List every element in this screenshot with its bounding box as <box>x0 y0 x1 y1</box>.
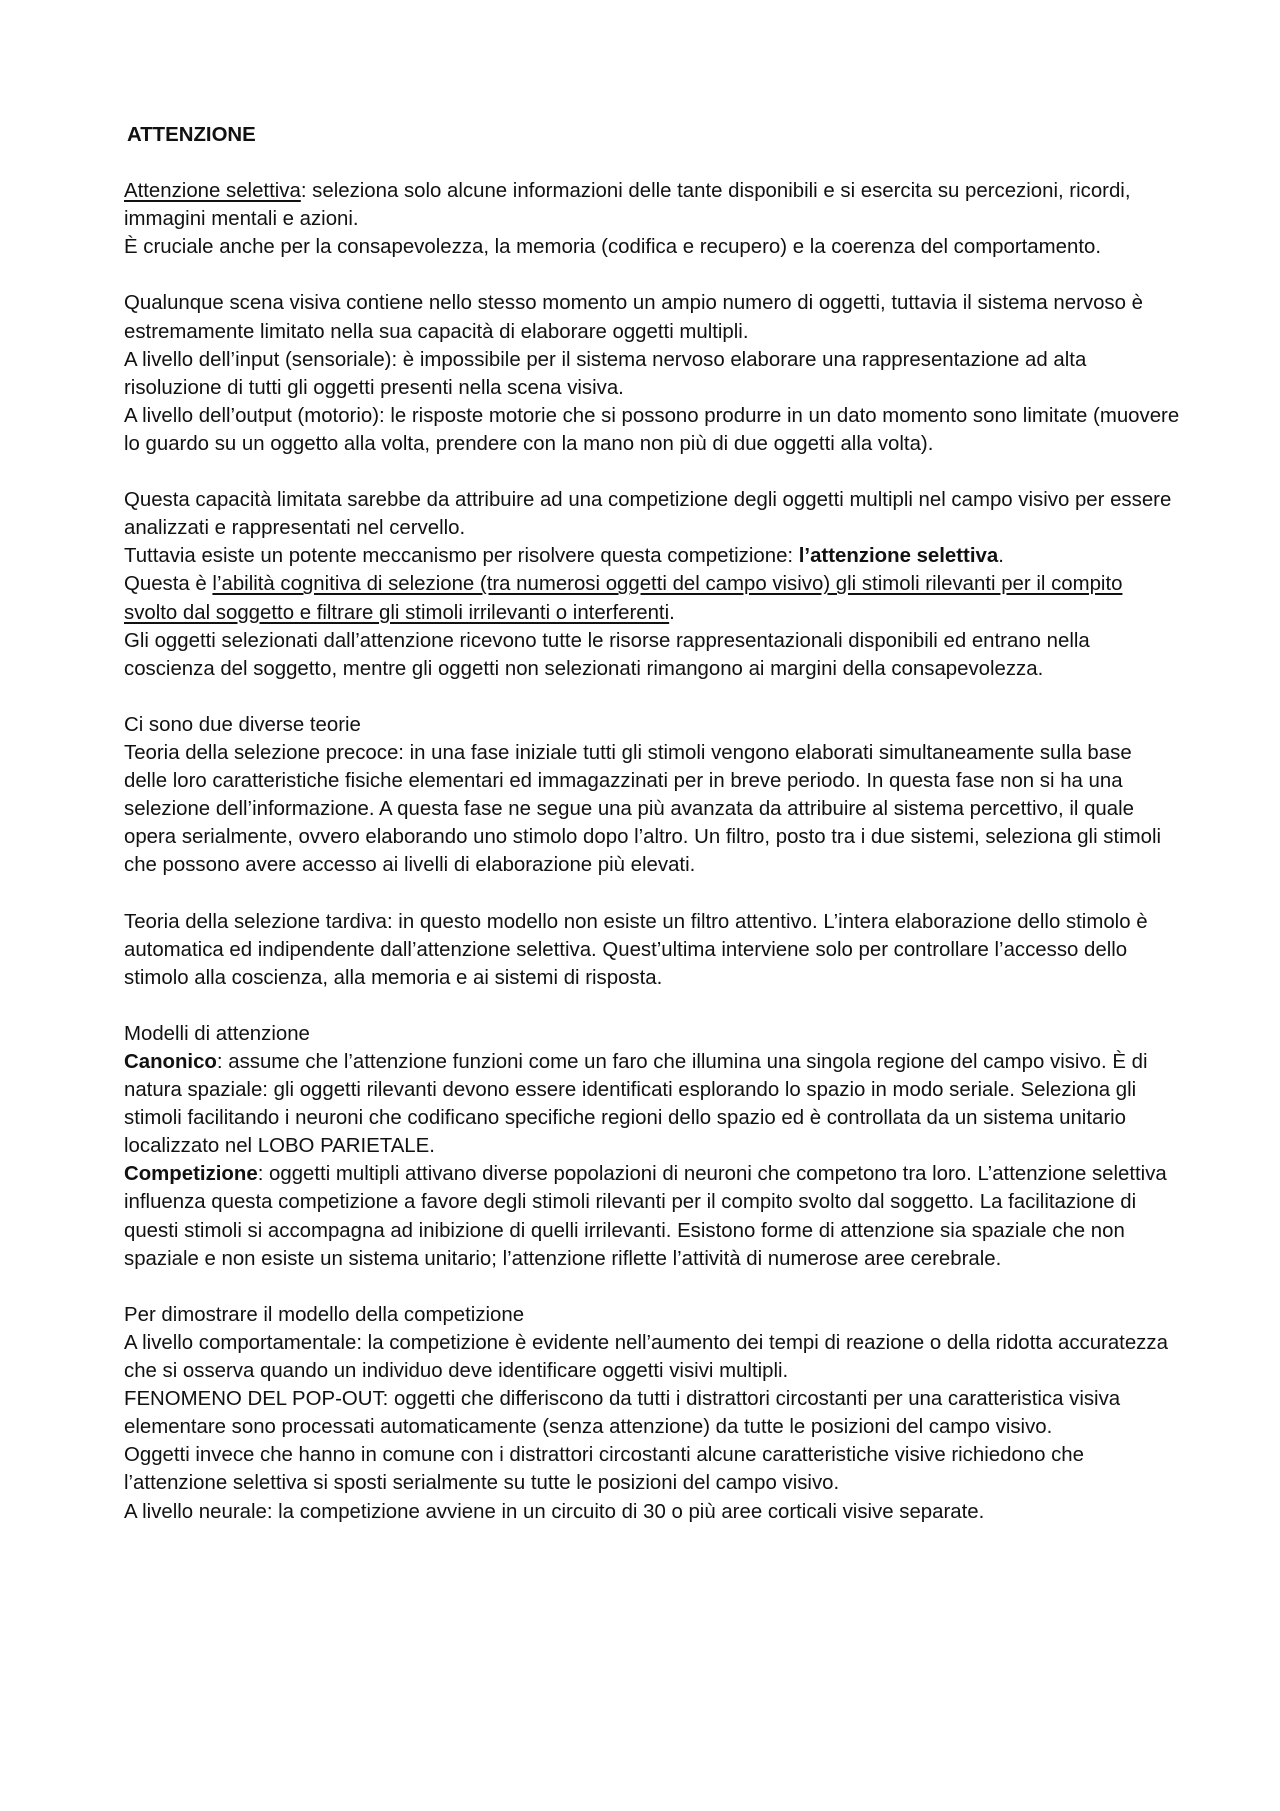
definition-line <box>124 177 1180 233</box>
text-fragment: Questa è <box>124 573 213 596</box>
text-line: Gli oggetti selezionati dall’attenzione ricevono tutte le risorse rappresentazionali disponibili ed entrano nella coscienza del soggetto, mentre gli oggetti non selezionati rimangono ai margini della consapevolezza. <box>124 629 1090 680</box>
text-line: Teoria della selezione precoce: in una fase iniziale tutti gli stimoli vengono elaborati simultaneamente sulla base delle loro caratteristiche fisiche elementari ed immagazzinati per in breve periodo. In questa fase non si ha una selezione dell’informazione. A questa fase ne segue una più avanzata da attribuire al sistema percettivo, il quale opera serialmente, ovvero elaborando uno stimolo dopo l’altro. Un filtro, posto tra i due sistemi, seleziona gli stimoli che possono avere accesso ai livelli di elaborazione più elevati. <box>124 741 1162 877</box>
text-line: Qualunque scena visiva contiene nello stesso momento un ampio numero di oggetti, tuttavia il sistema nervoso è estremamente limitato nella sua capacità di elaborare oggetti multipli. <box>124 292 1143 343</box>
term-selective-attention: Attenzione selettiva <box>124 180 301 203</box>
term-competizione: Competizione <box>124 1163 258 1186</box>
text-line <box>124 1048 1180 1160</box>
paragraph-theories <box>124 711 1180 880</box>
text-line: Ci sono due diverse teorie <box>124 713 361 736</box>
text-line: FENOMENO DEL POP-OUT: oggetti che differiscono da tutti i distrattori circostanti per una caratteristica visiva elementare sono processati automaticamente (senza attenzione) da tutte le posizioni del campo visivo. <box>124 1388 1121 1439</box>
text-fragment: . <box>669 601 675 624</box>
text-fragment: : oggetti multipli attivano diverse popolazioni di neuroni che competono tra loro. L’attenzione selettiva influenza questa competizione a favore degli stimoli rilevanti per il compito svolto dal soggetto. La facilitazione di questi stimoli si accompagna ad inibizione di quelli irrilevanti. Esistono forme di attenzione sia spaziale che non spaziale e non esiste un sistema unitario; l’attenzione riflette l’attività di numerose aree cerebrale. <box>124 1163 1167 1270</box>
paragraph-selective-attention <box>124 177 1180 261</box>
text-line <box>124 542 1180 570</box>
text-line: A livello dell’input (sensoriale): è impossibile per il sistema nervoso elaborare una rappresentazione ad alta risoluzione di tutti gli oggetti presenti nella scena visiva. <box>124 348 1087 399</box>
paragraph-limited-capacity <box>124 289 1180 458</box>
bold-term: l’attenzione selettiva <box>798 545 999 568</box>
text-fragment: : assume che l’attenzione funzioni come un faro che illumina una singola regione del campo visivo. È di natura spaziale: gli oggetti rilevanti devono essere identificati esplorando lo spazio in modo seriale. Seleziona gli stimoli facilitando i neuroni che codificano specifiche regioni dello spazio ed è controllata da un sistema unitario localizzato nel LOBO PARIETALE. <box>124 1051 1148 1158</box>
paragraph-competition-evidence <box>124 1301 1180 1526</box>
text-line: È cruciale anche per la consapevolezza, la memoria (codifica e recupero) e la coerenza del comportamento. <box>124 236 1101 259</box>
text-line: Oggetti invece che hanno in comune con i distrattori circostanti alcune caratteristiche visive richiedono che l’attenzione selettiva si sposti serialmente su tutte le posizioni del campo visivo. <box>124 1444 1084 1495</box>
paragraph-late-selection: Teoria della selezione tardiva: in questo modello non esiste un filtro attentivo. L’intera elaborazione dello stimolo è automatica ed indipendente dall’attenzione selettiva. Quest’ultima interviene solo per controllare l’accesso dello stimolo alla coscienza, alla memoria e ai sistemi di risposta. <box>124 910 1148 989</box>
paragraph-attention-models <box>124 1020 1180 1273</box>
text-line: Questa capacità limitata sarebbe da attribuire ad una competizione degli oggetti multipli nel campo visivo per essere analizzati e rappresentati nel cervello. <box>124 489 1172 540</box>
page-title: ATTENZIONE <box>127 124 256 146</box>
text-fragment: Tuttavia esiste un potente meccanismo per risolvere questa competizione: <box>124 545 799 568</box>
text-line: Per dimostrare il modello della competizione <box>124 1303 525 1326</box>
text-line: Modelli di attenzione <box>124 1022 310 1045</box>
text-line <box>124 1160 1180 1272</box>
text-fragment: . <box>998 545 1004 568</box>
text-line: A livello dell’output (motorio): le risposte motorie che si possono produrre in un dato momento sono limitate (muovere lo guardo su un oggetto alla volta, prendere con la mano non più di due oggetti alla volta). <box>124 404 1180 455</box>
text-line: A livello comportamentale: la competizione è evidente nell’aumento dei tempi di reazione o della ridotta accuratezza che si osserva quando un individuo deve identificare oggetti visivi multipli. <box>124 1331 1168 1383</box>
text-line: A livello neurale: la competizione avviene in un circuito di 30 o più aree corticali visive separate. <box>124 1500 985 1523</box>
paragraph-competition <box>124 486 1180 683</box>
underlined-definition: l’abilità cognitiva di selezione (tra numerosi oggetti del campo visivo) gli stimoli rilevanti per il compito svolto dal soggetto e filtrare gli stimoli irrilevanti o interferenti <box>124 573 1123 624</box>
text-line <box>124 570 1180 626</box>
term-canonico: Canonico <box>124 1051 217 1073</box>
definition-text: : seleziona solo alcune informazioni delle tante disponibili e si esercita su percezioni, ricordi, immagini mentali e azioni. <box>124 180 1131 231</box>
